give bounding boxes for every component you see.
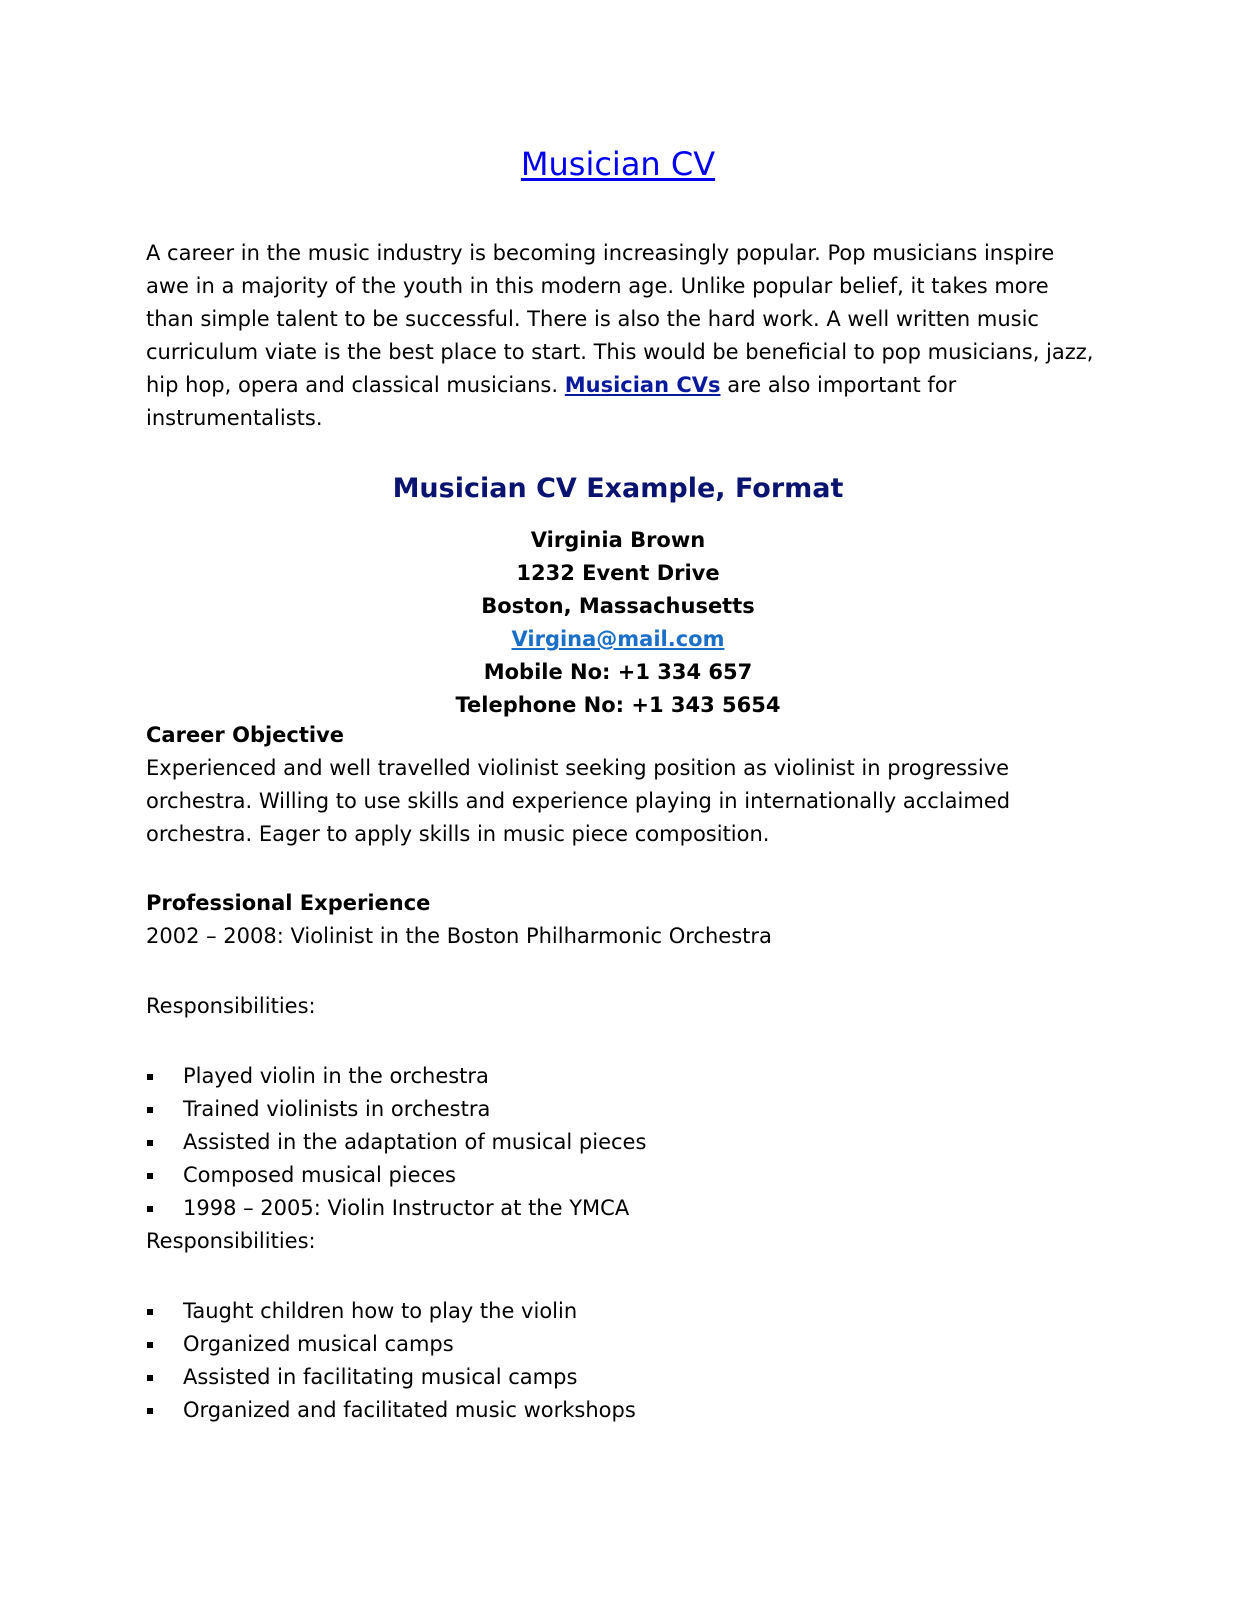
contact-telephone: Telephone No: +1 343 5654 [455, 693, 781, 717]
contact-email-link[interactable]: Virgina@mail.com [511, 627, 725, 651]
contact-block [0, 524, 1236, 722]
spacer [146, 953, 1096, 990]
professional-experience-section [146, 887, 1096, 1427]
list-item: Taught children how to play the violin [146, 1295, 1096, 1328]
contact-mobile: Mobile No: +1 334 657 [483, 660, 753, 684]
list-item: Composed musical pieces [146, 1159, 1096, 1192]
square-bullet-icon [147, 1309, 153, 1315]
list-item: Organized musical camps [146, 1328, 1096, 1361]
career-objective-line: orchestra. Willing to use skills and experience playing in internationally acclaimed [146, 789, 1011, 813]
square-bullet-icon [147, 1206, 153, 1212]
responsibilities-label: Responsibilities: [146, 1229, 316, 1253]
career-objective-line: Experienced and well travelled violinist seeking position as violinist in progressive [146, 756, 1010, 780]
list-item: Trained violinists in orchestra [146, 1093, 1096, 1126]
contact-city: Boston, Massachusetts [481, 594, 755, 618]
career-objective-line: orchestra. Eager to apply skills in music piece composition. [146, 822, 770, 846]
musician-cvs-link[interactable]: Musician CVs [564, 373, 721, 397]
list-item: Played violin in the orchestra [146, 1060, 1096, 1093]
spacer [146, 1258, 1096, 1295]
square-bullet-icon [147, 1074, 153, 1080]
responsibilities-label: Responsibilities: [146, 994, 316, 1018]
list-item: 1998 – 2005: Violin Instructor at the YMCA [146, 1192, 1096, 1225]
contact-name: Virginia Brown [530, 528, 706, 552]
career-objective-heading: Career Objective [146, 723, 345, 747]
square-bullet-icon [147, 1173, 153, 1179]
title-link[interactable]: Musician CV [520, 145, 716, 183]
intro-text-before-link: A career in the music industry is becoming increasingly popular. Pop musicians inspire awe in a majority of the youth in this modern age. Unlike popular belief, it takes more than simple talent to be successful. There is also the hard work. A well written music curriculum viate is the best place to start. This would be beneficial to pop musicians, jazz, hip hop, opera and classical musicians. [146, 241, 1094, 397]
career-objective-section [146, 719, 1096, 851]
responsibilities-list-2 [146, 1295, 1096, 1427]
example-heading: Musician CV Example, Format [392, 473, 844, 504]
page-title [0, 142, 1236, 186]
contact-street: 1232 Event Drive [516, 561, 720, 585]
square-bullet-icon [147, 1342, 153, 1348]
spacer [146, 1023, 1096, 1060]
intro-text-after-link: are also important for instrumentalists. [146, 373, 957, 430]
responsibilities-list-1 [146, 1060, 1096, 1225]
intro-paragraph [146, 237, 1096, 435]
list-item: Assisted in the adaptation of musical pieces [146, 1126, 1096, 1159]
professional-experience-heading: Professional Experience [146, 891, 431, 915]
square-bullet-icon [147, 1107, 153, 1113]
square-bullet-icon [147, 1408, 153, 1414]
job-entry: 2002 – 2008: Violinist in the Boston Philharmonic Orchestra [146, 924, 772, 948]
square-bullet-icon [147, 1375, 153, 1381]
square-bullet-icon [147, 1140, 153, 1146]
list-item: Assisted in facilitating musical camps [146, 1361, 1096, 1394]
list-item: Organized and facilitated music workshops [146, 1394, 1096, 1427]
